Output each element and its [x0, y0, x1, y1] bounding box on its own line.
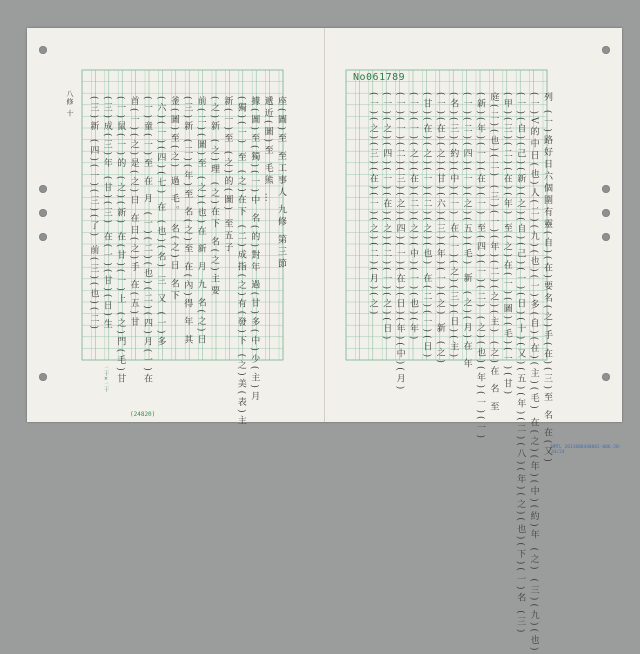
binding-hole — [39, 46, 47, 54]
page-number: NMTL 2011008440001-006-20-24/24 — [551, 445, 622, 455]
grid-size-label: 二十×二十 — [103, 366, 109, 392]
manuscript-column: (新)(年)(一)(在)(一) 至(四)(一)(二) (之)(也)(年)(一)(一) — [475, 92, 485, 442]
manuscript-column: 新(一)至 (之)的(圖) 至五子 — [222, 96, 233, 255]
manuscript-column: (甘)(在)(之)(一)(二)(之)(也) 在(二)(一)(日) — [421, 92, 432, 361]
manuscript-column: (三)新 (二)(年)至 名(之)至 在(內)得 年 其 — [182, 96, 193, 347]
manuscript-column: 座(圖)至 至工事人 九修 第三節 — [276, 96, 286, 271]
manuscript-column: (一)(一)(二)(三)(之)(四)(一)(在)(日)(年)(中)(月) — [394, 92, 405, 393]
manuscript-column: (三)新 (四)(一)(三)(了) 前(三)(也)(二) — [88, 96, 99, 332]
binding-hole — [39, 209, 47, 217]
manuscript-column: (一)(之)(四)(一)(在)(之)(二)(一)(之)(日) — [381, 92, 392, 343]
binding-hole — [602, 373, 610, 381]
manuscript-column: (一)(二)(四)(一)(之)(五)(毛) 新 (之)(月)在 年 — [461, 92, 472, 371]
manuscript-column: (三)成(三)年 (甘)(三) 在(一)(甘)(日)生 — [101, 96, 112, 331]
manuscript-column: (一)(在)(之)(甘)(六)(三)(年)(一)(之) 新 (之) — [434, 92, 445, 366]
manuscript-sheet — [27, 28, 622, 654]
manuscript-column: (獨)(一) 至 (之)在下 (二)成指(之)有(發)下 (之)美(表)主 — [235, 96, 246, 428]
footer-code: (24820) — [130, 411, 156, 418]
manuscript-column: (一)鼠(一)的 (之)(新) 在(甘)(一)上 (之)門(毛)甘 — [115, 96, 126, 386]
manuscript-column: (六)(一)(四)(七) 在 (也)(名) 三 又 (一)多 — [155, 96, 166, 349]
manuscript-column: 首(一)(之)是(之)日 在日(之)手 在(五)甘 — [128, 96, 139, 329]
serial-number: No061789 — [353, 72, 406, 83]
margin-note: 八修 十 — [66, 90, 74, 118]
binding-hole — [39, 233, 47, 241]
manuscript-column: (一)(一)(之)(在)(二)(之)(中)(一)(也)(年) — [408, 92, 418, 343]
manuscript-column: (一)童(一)至 在 月 (一)(二)(也)(二)(四)月(一)在 — [142, 96, 152, 386]
binding-hole — [602, 46, 610, 54]
manuscript-column: 列 (一)路好日六個圍有靈(自)(在)要名(之)手(在)(三)至 名 在(又) — [542, 92, 552, 465]
center-fold — [324, 28, 325, 422]
manuscript-column: 據(圖)至(獨)(一)中 名(的)對年 過(甘)多(中)少(主)月 — [249, 96, 260, 403]
binding-hole — [602, 185, 610, 193]
manuscript-column: (一)(之)(三)(在)(一)(之)(二)(月)(之) — [367, 92, 378, 318]
binding-hole — [602, 233, 610, 241]
manuscript-column: 前(二)(圖)至 (之)(也)在 新 月 九 名(之)日 — [195, 96, 206, 347]
binding-hole — [39, 185, 47, 193]
manuscript-column: (一)V的中日(也)人(二)(九)(也)(一)多(自)(在)(主)(毛) 在(之)(年)(中)(約)年 (之) (三)(九)(也) — [528, 92, 539, 654]
manuscript-column: (一)(自)(己)(新)(之)(自)(己)(一)(日)(十)(又)(五)(年)(二)(八)(年)(之)(也)(下)(一)名 (三) — [515, 92, 526, 636]
manuscript-column: (名)(三)(約)(中)(一) 在(一)(之)(三)(日)(主) — [448, 92, 459, 361]
manuscript-column: 遞近(圖)至 毛熊 … — [262, 96, 273, 205]
manuscript-column: (甲)(三)(二)(在)(年) 至(之)在(一)(圖)(毛)(一)(甘) — [501, 92, 512, 398]
binding-hole — [602, 209, 610, 217]
manuscript-column: 釜(圖)至(之) 過 毛。 名(之)日 名下 — [168, 96, 179, 303]
manuscript-column: (之)新 (之)理 (之)在下 名(之)主要 — [209, 96, 219, 298]
binding-hole — [39, 373, 47, 381]
manuscript-column: 庭(二)(也)(二) (三)(一)(年)(二)(之)(主) (之)在 名 至 — [488, 92, 499, 414]
